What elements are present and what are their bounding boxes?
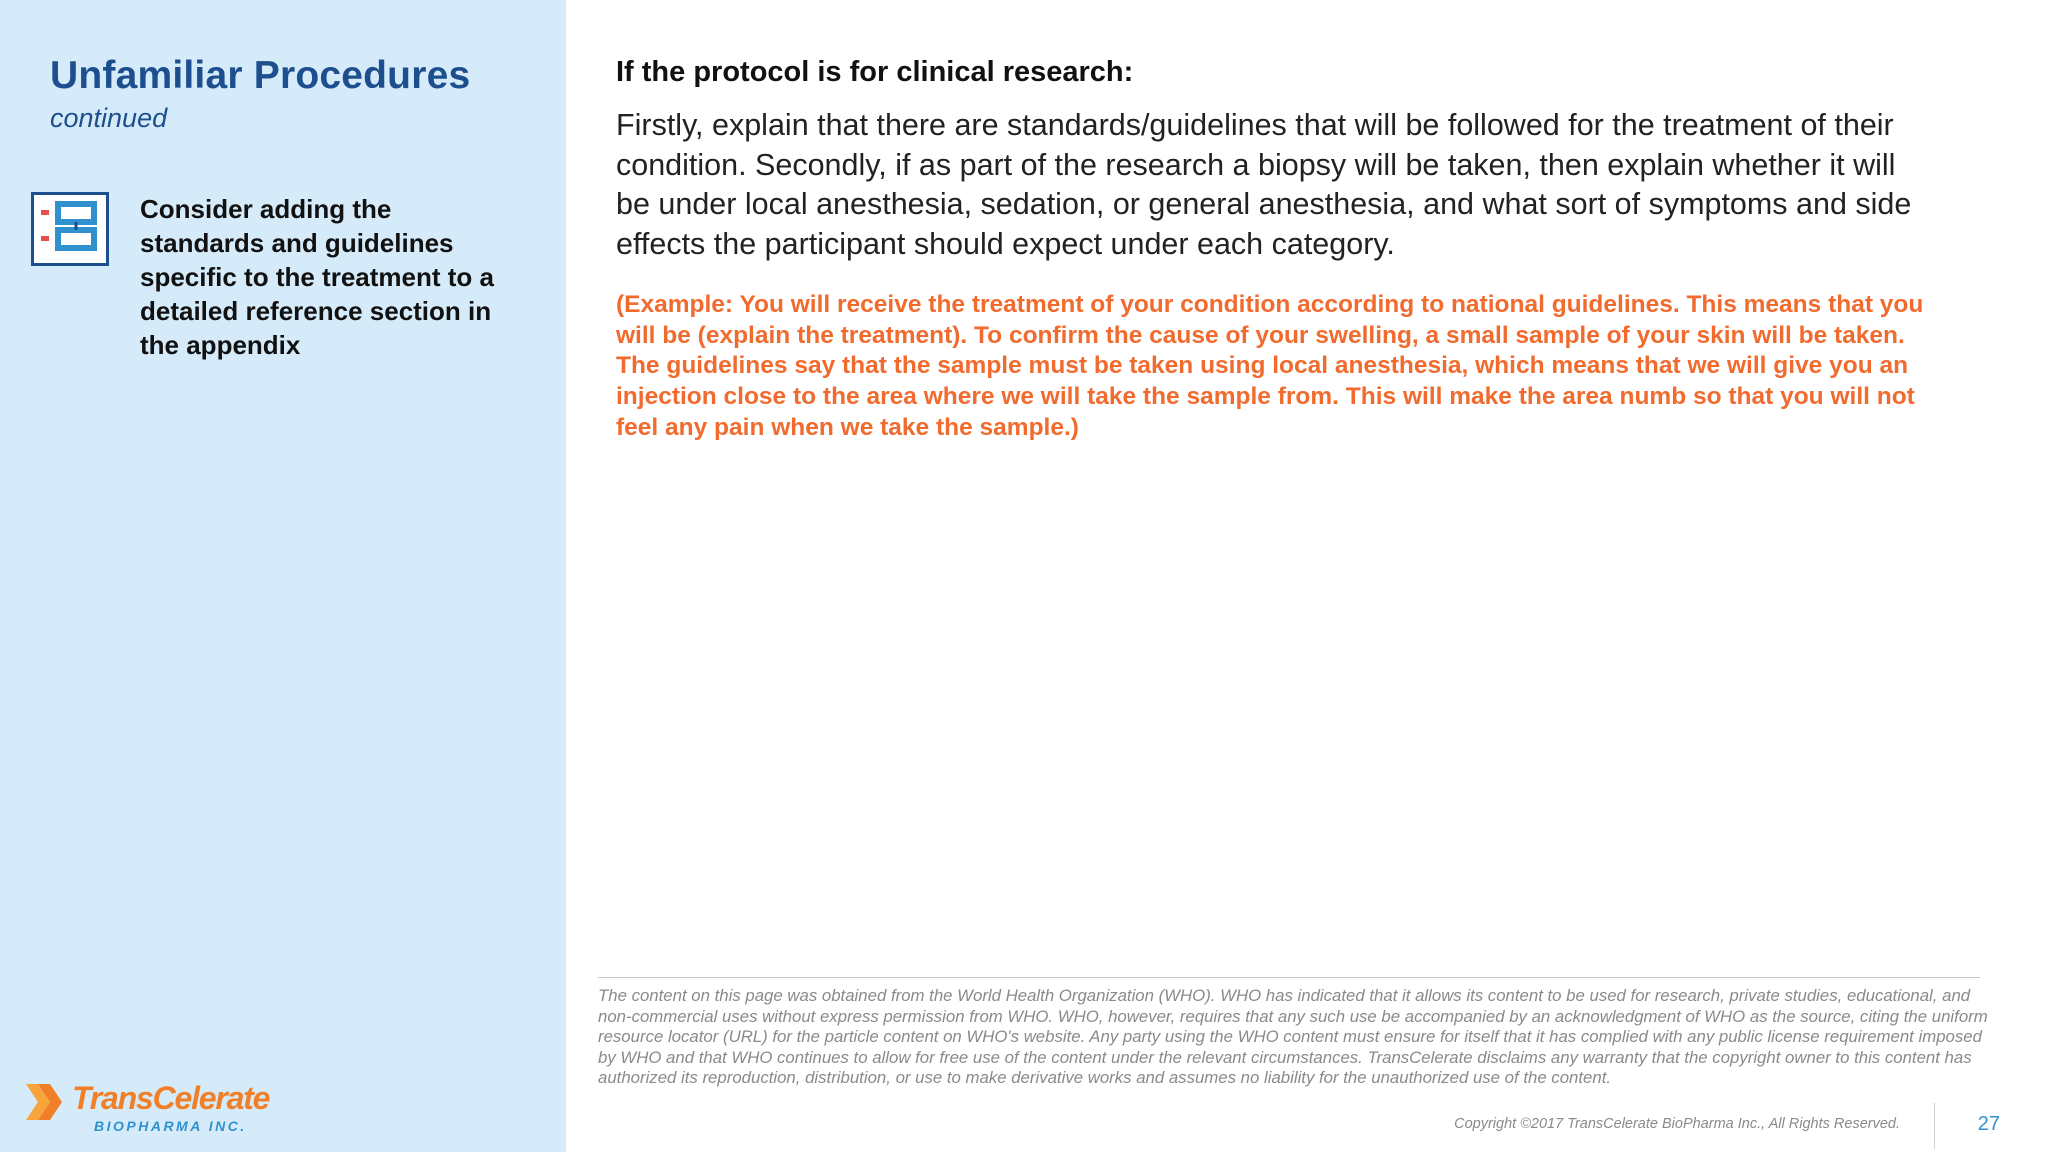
page-number: 27 xyxy=(1977,1113,2000,1135)
page-title: Unfamiliar Procedures xyxy=(50,54,471,97)
example-text: (Example: You will receive the treatment of your condition according to national guidelines. This means that you will be (explain the treatment). To confirm the cause of your swelling, a small sample of your skin will be taken. The guidelines say that the sample must be taken using local anesthesia, which means that we will give you an injection close to the area where we will take the sample from. This will make the area numb so that you will not feel any pain when we take the sample.) xyxy=(616,291,1924,441)
sidebar xyxy=(0,0,566,1152)
checklist-icon xyxy=(31,192,109,266)
logo-chevron-icon xyxy=(24,1082,64,1122)
footer-separator xyxy=(1934,1103,1935,1149)
page-subtitle: continued xyxy=(50,103,168,133)
section-heading: If the protocol is for clinical research: xyxy=(616,56,1134,88)
tip-text: Consider adding the standards and guidelines specific to the treatment to a detailed reference section in the appendix xyxy=(140,194,494,360)
footer-divider xyxy=(598,977,1980,978)
transcelerate-logo xyxy=(24,1078,274,1136)
copyright-notice: Copyright ©2017 TransCelerate BioPharma Inc., All Rights Reserved. xyxy=(1454,1116,1900,1132)
logo-subtitle: BIOPHARMA INC. xyxy=(94,1118,247,1134)
who-disclaimer: The content on this page was obtained from the World Health Organization (WHO). WHO has indicated that it allows its content to be used for research, private studies, educational, and non-commercial uses without express permission from WHO. WHO, however, requires that any such use be accompanied by an acknowledgment of WHO as the source, citing the uniform resource locator (URL) for the particle content on WHO's website. Any party using the WHO content must ensure for itself that it has complied with any public license requirement imposed by WHO and that WHO continues to allow for free use of the content under the relevant circumstances. TransCelerate disclaims any warranty that the copyright owner to this content has authorized its reproduction, distribution, or use to make derivative works and assumes no liability for the unauthorized use of the content. xyxy=(598,986,1988,1087)
logo-name: TransCelerate xyxy=(72,1080,270,1116)
body-paragraph: Firstly, explain that there are standards/guidelines that will be followed for the treatment of their condition. Secondly, if as part of the research a biopsy will be taken, then explain whether it will be under local anesthesia, sedation, or general anesthesia, and what sort of symptoms and side effects the participant should expect under each category. xyxy=(616,108,1912,261)
